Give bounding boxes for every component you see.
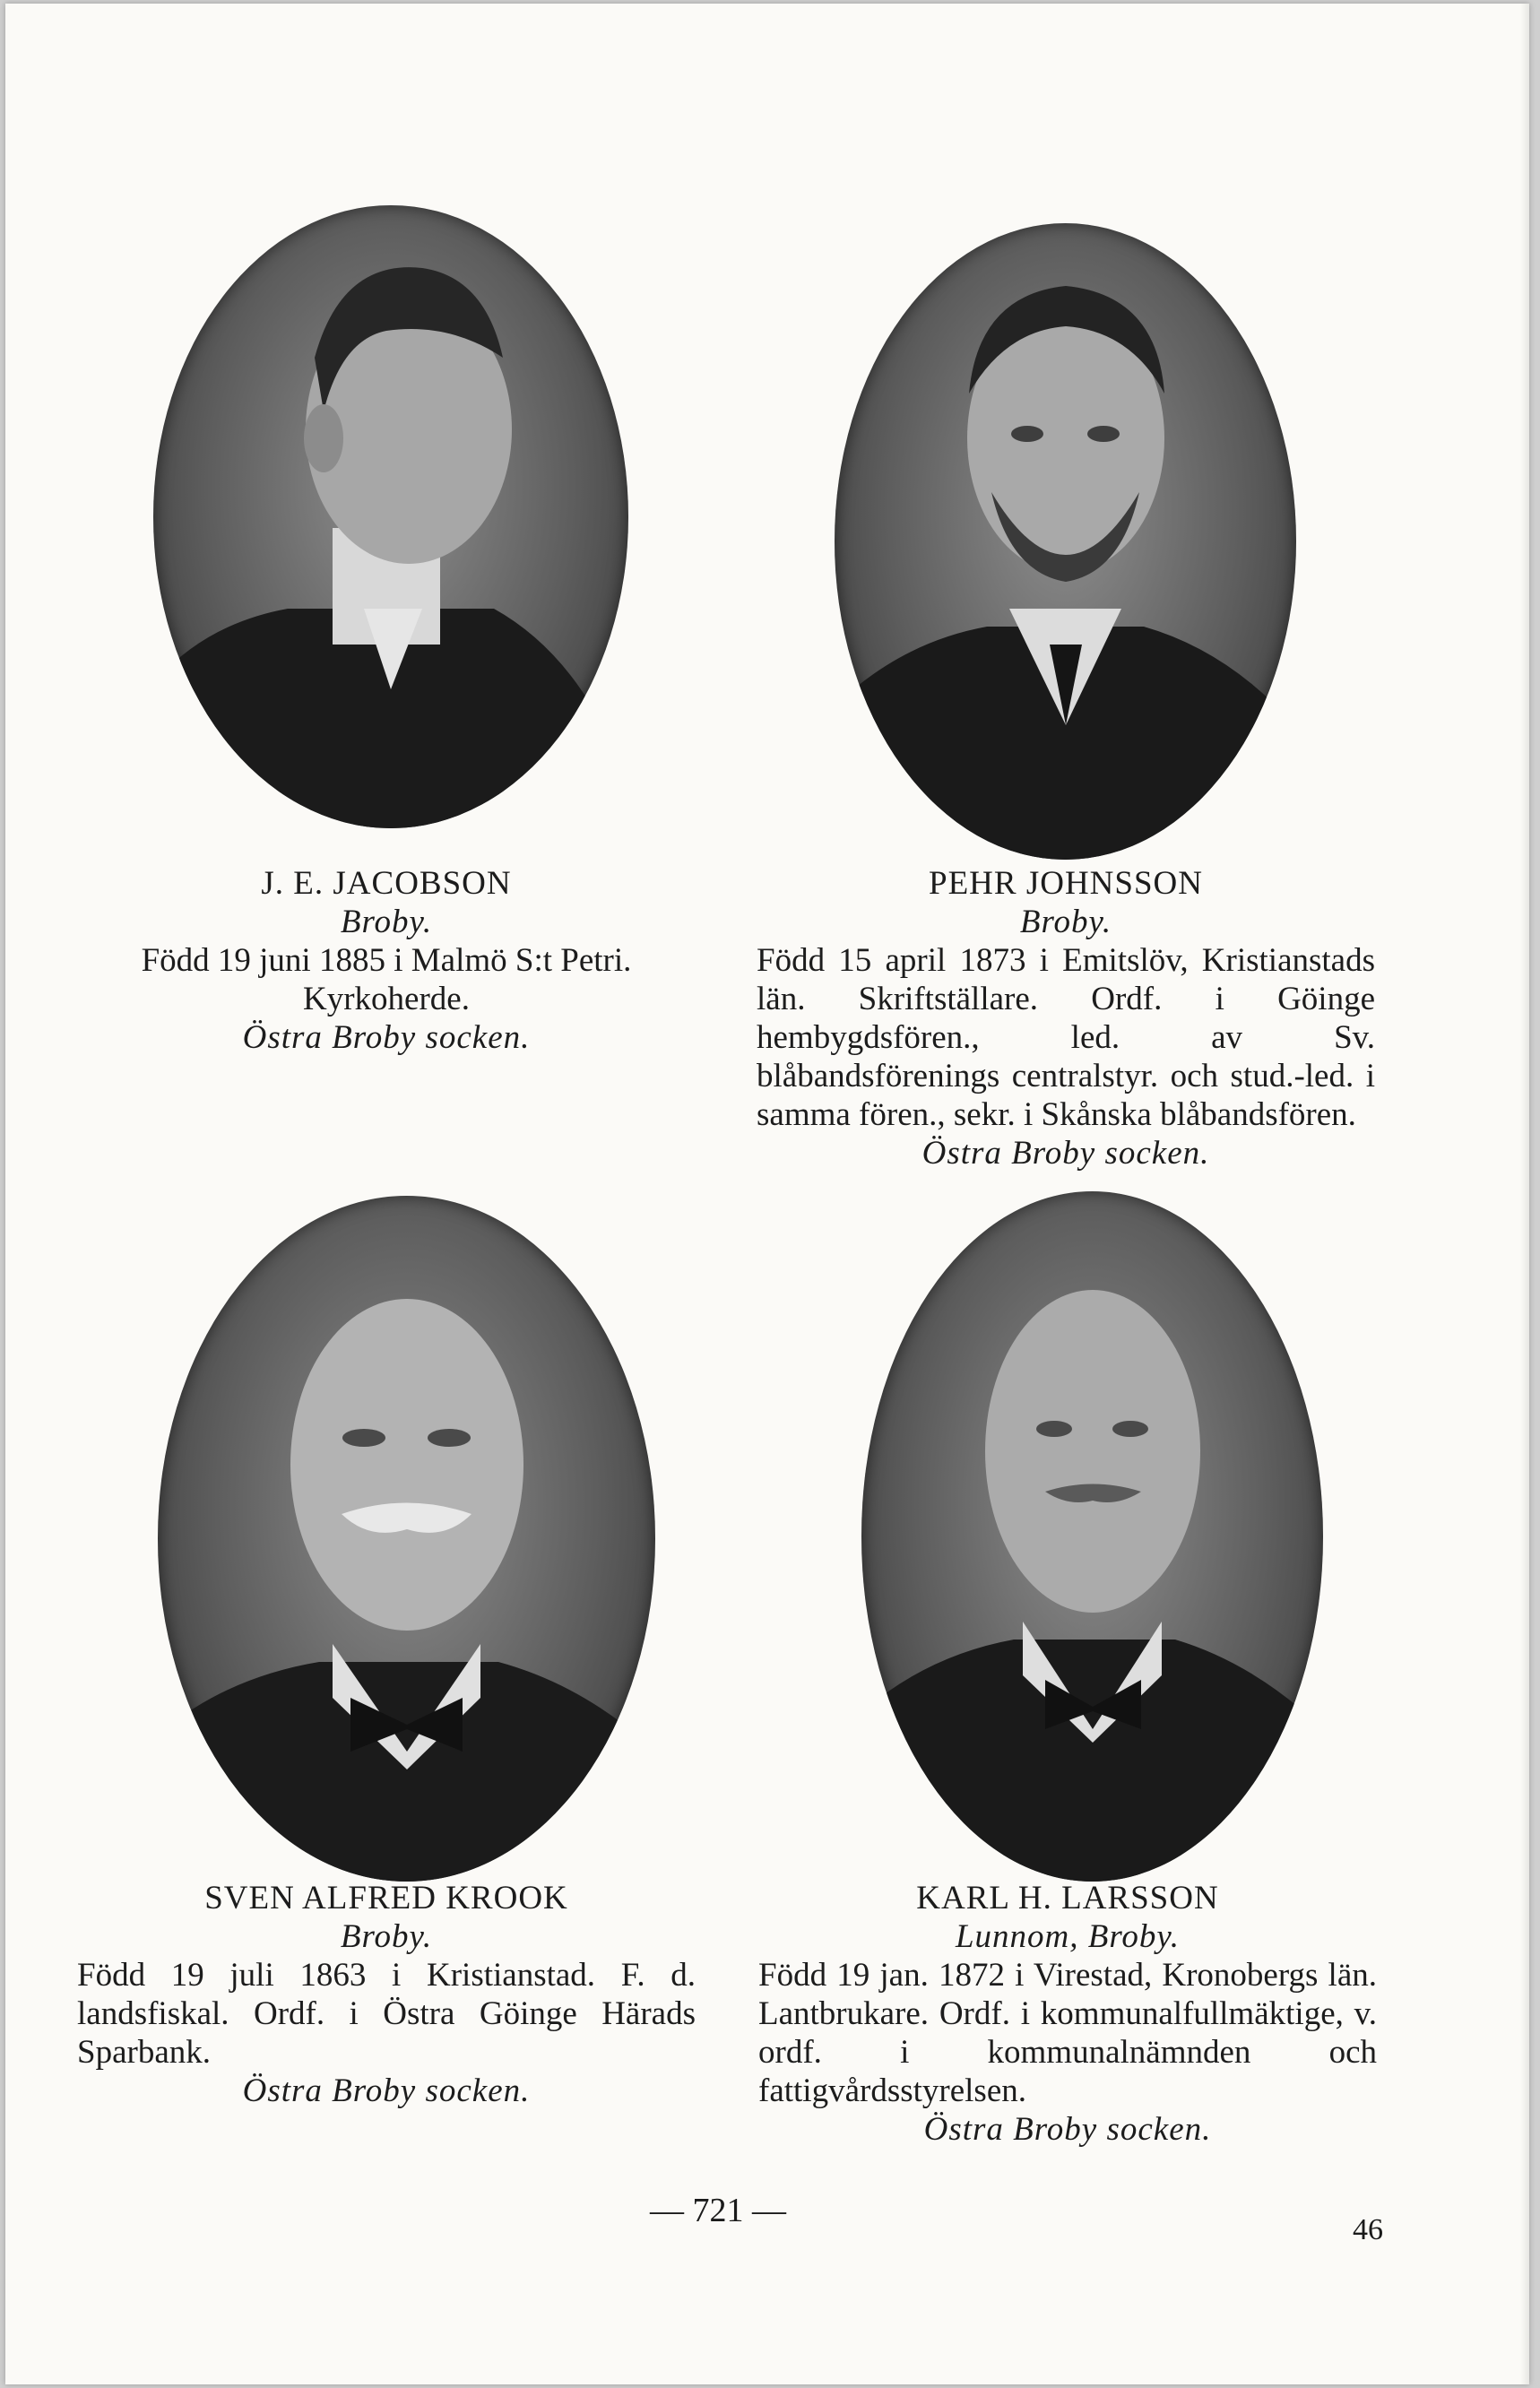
person-parish: Östra Broby socken. — [923, 2111, 1212, 2148]
caption-johnsson — [757, 864, 1375, 1172]
person-place: Broby. — [340, 1918, 433, 1955]
caption-jacobson — [117, 864, 655, 1057]
portrait-krook-photo — [158, 1196, 655, 1882]
page-number: — 721 — — [650, 2192, 786, 2229]
person-bio: Född 19 jan. 1872 i Virestad, Kronobergs län. Lantbrukare. Ordf. i kommunalfullmäktige, v. ordf. i kommunalnämnden och fattigvårdsstyrelsen. — [758, 1957, 1377, 2109]
person-place: Broby. — [340, 904, 433, 940]
person-bio: Född 19 juli 1863 i Kristianstad. F. d. landsfiskal. Ordf. i Östra Göinge Härads Sparbank. — [77, 1957, 696, 2071]
person-parish: Östra Broby socken. — [921, 1135, 1210, 1172]
person-parish: Östra Broby socken. — [242, 1019, 531, 1056]
person-name: PEHR JOHNSSON — [929, 865, 1203, 902]
person-parish: Östra Broby socken. — [242, 2072, 531, 2109]
caption-larsson — [758, 1879, 1377, 2149]
person-bio: Född 15 april 1873 i Emitslöv, Kristianstads län. Skriftställare. Ordf. i Göinge hembygdsfören., led. av Sv. blåbandsförenings centralstyr. och stud.-led. i samma fören., sekr. i Skånska blåbandsfören. — [757, 942, 1375, 1133]
caption-krook — [77, 1879, 696, 2110]
page — [5, 4, 1529, 2384]
person-place: Lunnom, Broby. — [955, 1918, 1181, 1955]
person-name: KARL H. LARSSON — [916, 1880, 1219, 1916]
sheet-number: 46 — [1353, 2213, 1383, 2246]
person-place: Broby. — [1019, 904, 1112, 940]
portrait-jacobson-photo — [153, 205, 628, 828]
portrait-johnsson-photo — [835, 223, 1296, 860]
person-name: J. E. JACOBSON — [261, 865, 512, 902]
person-bio: Född 19 juni 1885 i Malmö S:t Petri. Kyrkoherde. — [141, 942, 632, 1017]
portrait-larsson-photo — [861, 1191, 1323, 1882]
person-name: SVEN ALFRED KROOK — [204, 1880, 568, 1916]
